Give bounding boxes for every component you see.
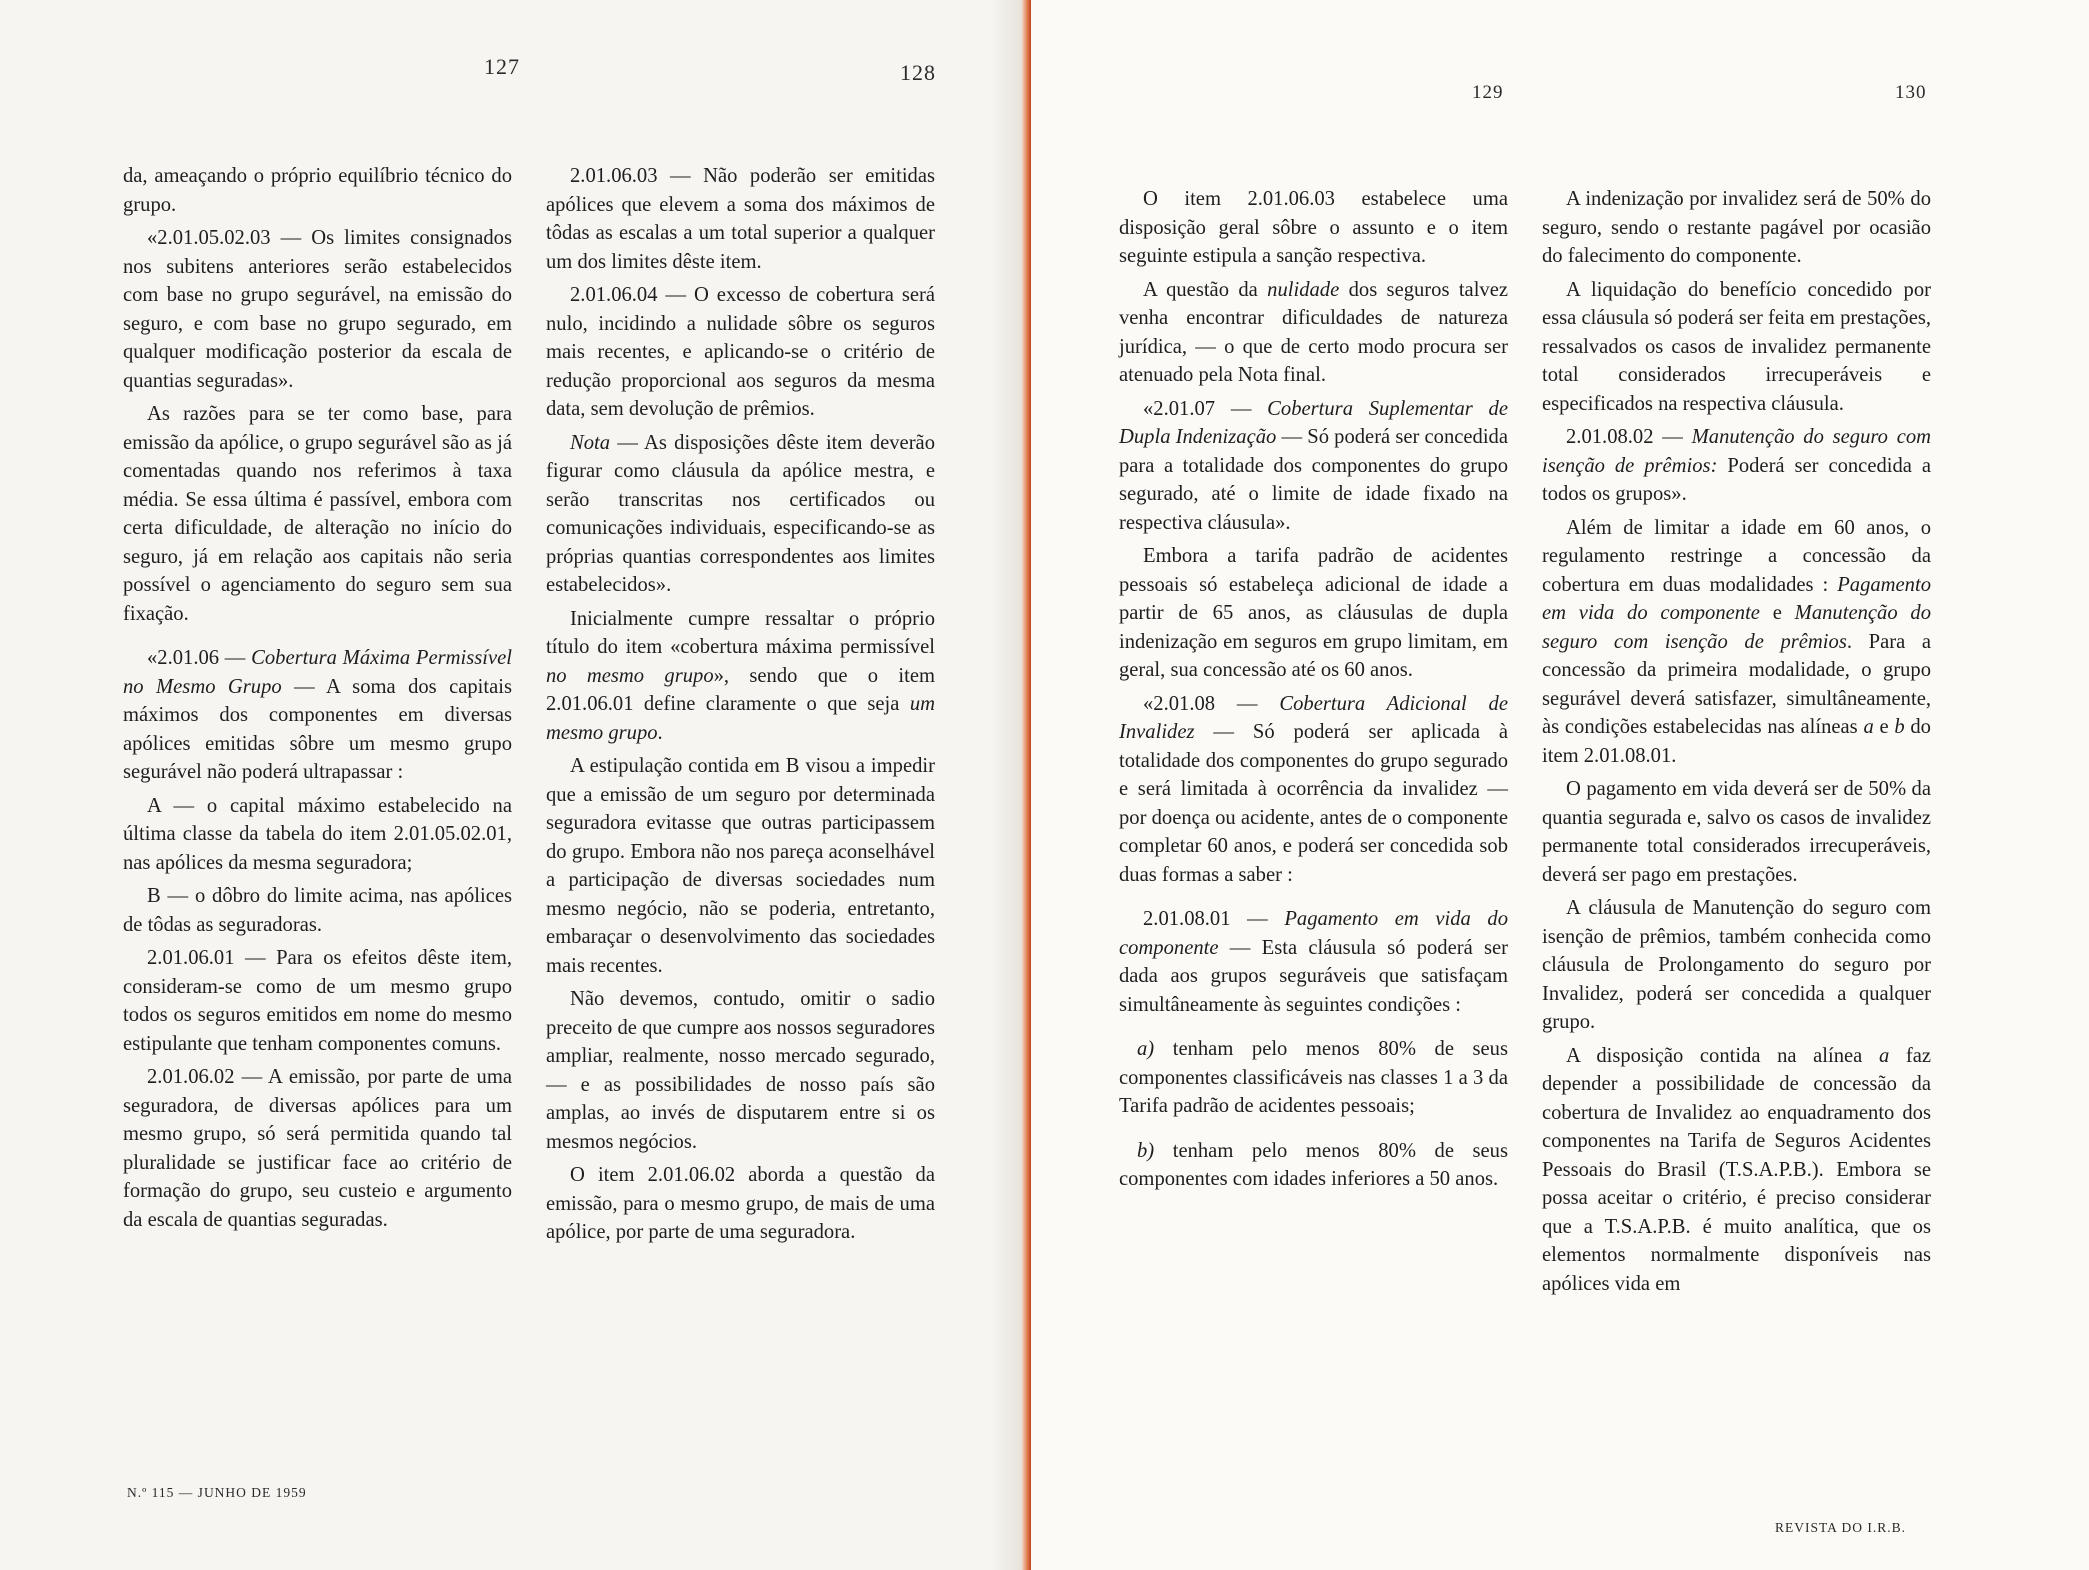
paragraph: Além de limitar a idade em 60 anos, o regulamento restringe a concessão da cobertura em duas modalidades : Pagamento em vida do componente e Manutenção do seguro com isenção de prêmios. Para a concessão da primeira modalidade, o grupo segurável deverá satisfazer, simultâneamente, às condições estabelecidas nas alíneas a e b do item 2.01.08.01. bbox=[1542, 516, 1931, 767]
paragraph: 2.01.06.04 — O excesso de cobertura será nulo, incidindo a nulidade sôbre os seguros mais recentes, e aplicando-se o critério de redução proporcional aos seguros da mesma data, sem devolução de prêmios. bbox=[546, 284, 935, 420]
footer-journal: REVISTA DO I.R.B. bbox=[1775, 1520, 1907, 1535]
note-label: Nota bbox=[570, 431, 611, 454]
section-heading-paragraph: «2.01.08 — Cobertura Adicional de Invalidez — Só poderá ser aplicada à totalidade dos componentes do grupo segurado e será limitada à ocorrência da invalidez — por doença ou acidente, antes de o componente completar 60 anos, e poderá ser concedida sob duas formas a saber : bbox=[1119, 692, 1508, 886]
column-3 bbox=[1119, 185, 1508, 1199]
section-heading-paragraph: 2.01.08.02 — Manutenção do seguro com isenção de prêmios: Poderá ser concedida a todos os grupos». bbox=[1542, 426, 1931, 505]
paragraph: Inicialmente cumpre ressaltar o próprio título do item «cobertura máxima permissível no mesmo grupo», sendo que o item 2.01.06.01 define claramente o que seja um mesmo grupo. bbox=[546, 607, 935, 744]
section-heading-paragraph bbox=[123, 644, 512, 787]
paragraph: Não devemos, contudo, omitir o sadio preceito de que cumpre aos nossos seguradores ampliar, realmente, nosso mercado segurado, — e as possibilidades de nosso país são amplas, ao invés de disputarem entre si os mesmos negócios. bbox=[546, 988, 935, 1153]
section-heading-paragraph: «2.01.07 — Cobertura Suplementar de Dupla Indenização — Só poderá ser concedida para a totalidade dos componentes do grupo segurado, até o limite de idade fixado na respectiva cláusula». bbox=[1119, 397, 1508, 534]
page-number-130: 130 bbox=[1895, 82, 1927, 103]
paragraph: 2.01.06.01 — Para os efeitos dêste item, consideram-se como de um mesmo grupo todos os seguros emitidos em nome do mesmo estipulante que tenham componentes comuns. bbox=[123, 947, 512, 1055]
paragraph: da, ameaçando o próprio equilíbrio técnico do grupo. bbox=[123, 165, 512, 216]
page-number-129: 129 bbox=[1472, 82, 1504, 103]
paragraph: As razões para se ter como base, para emissão da apólice, o grupo segurável são as já comentadas quando nos referimos à taxa média. Se essa última é passível, embora com certa dificuldade, de alteração no início do seguro, já em relação aos capitais não seria possível o agenciamento do seguro sem sua fixação. bbox=[123, 403, 512, 625]
paragraph: 2.01.06.03 — Não poderão ser emitidas apólices que elevem a soma dos máximos de tôdas as escalas a um total superior a qualquer um dos limites dêste item. bbox=[546, 165, 935, 273]
paragraph: A — o capital máximo estabelecido na última classe da tabela do item 2.01.05.02.01, nas apólices da mesma seguradora; bbox=[123, 794, 512, 874]
section-heading-paragraph: 2.01.08.01 — Pagamento em vida do componente — Esta cláusula só poderá ser dada aos grupos seguráveis que satisfaçam simultâneamente às seguintes condições : bbox=[1119, 908, 1508, 1016]
list-item: a) tenham pelo menos 80% de seus componentes classificáveis nas classes 1 a 3 da Tarifa padrão de acidentes pessoais; bbox=[1119, 1038, 1508, 1117]
paragraph: A questão da nulidade dos seguros talvez venha encontrar dificuldades de natureza jurídica, — o que de certo modo procura ser atenuado pela Nota final. bbox=[1119, 278, 1508, 386]
footer-issue: N.º 115 — JUNHO DE 1959 bbox=[127, 1485, 307, 1500]
paragraph: A estipulação contida em B visou a impedir que a emissão de um seguro por determinada seguradora evitasse que outras participassem do grupo. Embora não nos pareça aconselhável a participação de diversas sociedades num mesmo negócio, não se poderia, entretanto, embaraçar o desenvolvimento das sociedades mais recentes. bbox=[546, 755, 935, 977]
paragraph: O pagamento em vida deverá ser de 50% da quantia segurada e, salvo os casos de invalidez permanente total considerados irrecuperáveis, deverá ser pago em prestações. bbox=[1542, 778, 1931, 886]
paragraph: O item 2.01.06.03 estabelece uma disposição geral sôbre o assunto e o item seguinte estipula a sanção respectiva. bbox=[1119, 188, 1508, 267]
section-code: «2.01.06 — bbox=[147, 647, 246, 669]
page-number-128: 128 bbox=[900, 60, 936, 85]
paragraph: A cláusula de Manutenção do seguro com isenção de prêmios, também conhecida como cláusula de Prolongamento do seguro por Invalidez, poderá ser concedida a qualquer grupo. bbox=[1542, 897, 1931, 1033]
column-1 bbox=[123, 162, 512, 1239]
page-number-127: 127 bbox=[484, 54, 520, 79]
paragraph: B — o dôbro do limite acima, nas apólices de tôdas as seguradoras. bbox=[123, 885, 512, 936]
paragraph: A disposição contida na alínea a faz depender a possibilidade de concessão da cobertura de Invalidez ao enquadramento dos componentes na Tarifa de Seguros Acidentes Pessoais do Brasil (T.S.A.P.B.). Embora se possa aceitar o critério, é preciso considerar que a T.S.A.P.B. é muito analítica, que os elementos normalmente disponíveis nas apólices vida em bbox=[1542, 1044, 1931, 1295]
section-title: Cobertura Máxima Permissível no Mesmo Grupo bbox=[123, 647, 512, 698]
right-page bbox=[1031, 0, 2089, 1570]
column-4 bbox=[1542, 185, 1931, 1303]
paragraph: «2.01.05.02.03 — Os limites consignados nos subitens anteriores serão estabelecidos com base no grupo segurável, na emissão do seguro, e com base no grupo segurado, em qualquer modificação posterior da escala de quantias seguradas». bbox=[123, 227, 512, 392]
paragraph: A indenização por invalidez será de 50% do seguro, sendo o restante pagável por ocasião do falecimento do componente. bbox=[1542, 188, 1931, 267]
paragraph-text: — As disposições dêste item deverão figurar como cláusula da apólice mestra, e serão transcritas nos certificados ou comunicações individuais, especificando-se as próprias quantias correspondentes aos limites estabelecidos». bbox=[546, 431, 935, 596]
paragraph-text: — A soma dos capitais máximos dos componentes em diversas apólices emitidas sôbre um mesmo grupo segurável não poderá ultrapassar : bbox=[123, 675, 513, 783]
column-2 bbox=[546, 162, 935, 1252]
paragraph: O item 2.01.06.02 aborda a questão da emissão, para o mesmo grupo, de mais de uma apólice, por parte de uma seguradora. bbox=[546, 1164, 935, 1243]
paragraph: 2.01.06.02 — A emissão, por parte de uma seguradora, de diversas apólices para um mesmo grupo, só será permitida quando tal pluralidade se justificar face ao critério de formação do grupo, seu custeio e argumento da escala de quantias seguradas. bbox=[123, 1066, 512, 1231]
left-page bbox=[0, 0, 1031, 1570]
spine-shadow-left bbox=[990, 0, 1022, 1570]
paragraph: Embora a tarifa padrão de acidentes pessoais só estabeleça adicional de idade a partir de 65 anos, as cláusulas de dupla indenização em seguros em grupo limitam, em geral, sua concessão até os 60 anos. bbox=[1119, 545, 1508, 681]
list-item: b) tenham pelo menos 80% de seus componentes com idades inferiores a 50 anos. bbox=[1119, 1139, 1508, 1190]
note-paragraph bbox=[546, 429, 935, 600]
paragraph: A liquidação do benefício concedido por essa cláusula só poderá ser feita em prestações, ressalvados os casos de invalidez permanente total considerados irrecuperáveis e especificados na respectiva cláusula. bbox=[1542, 278, 1931, 415]
